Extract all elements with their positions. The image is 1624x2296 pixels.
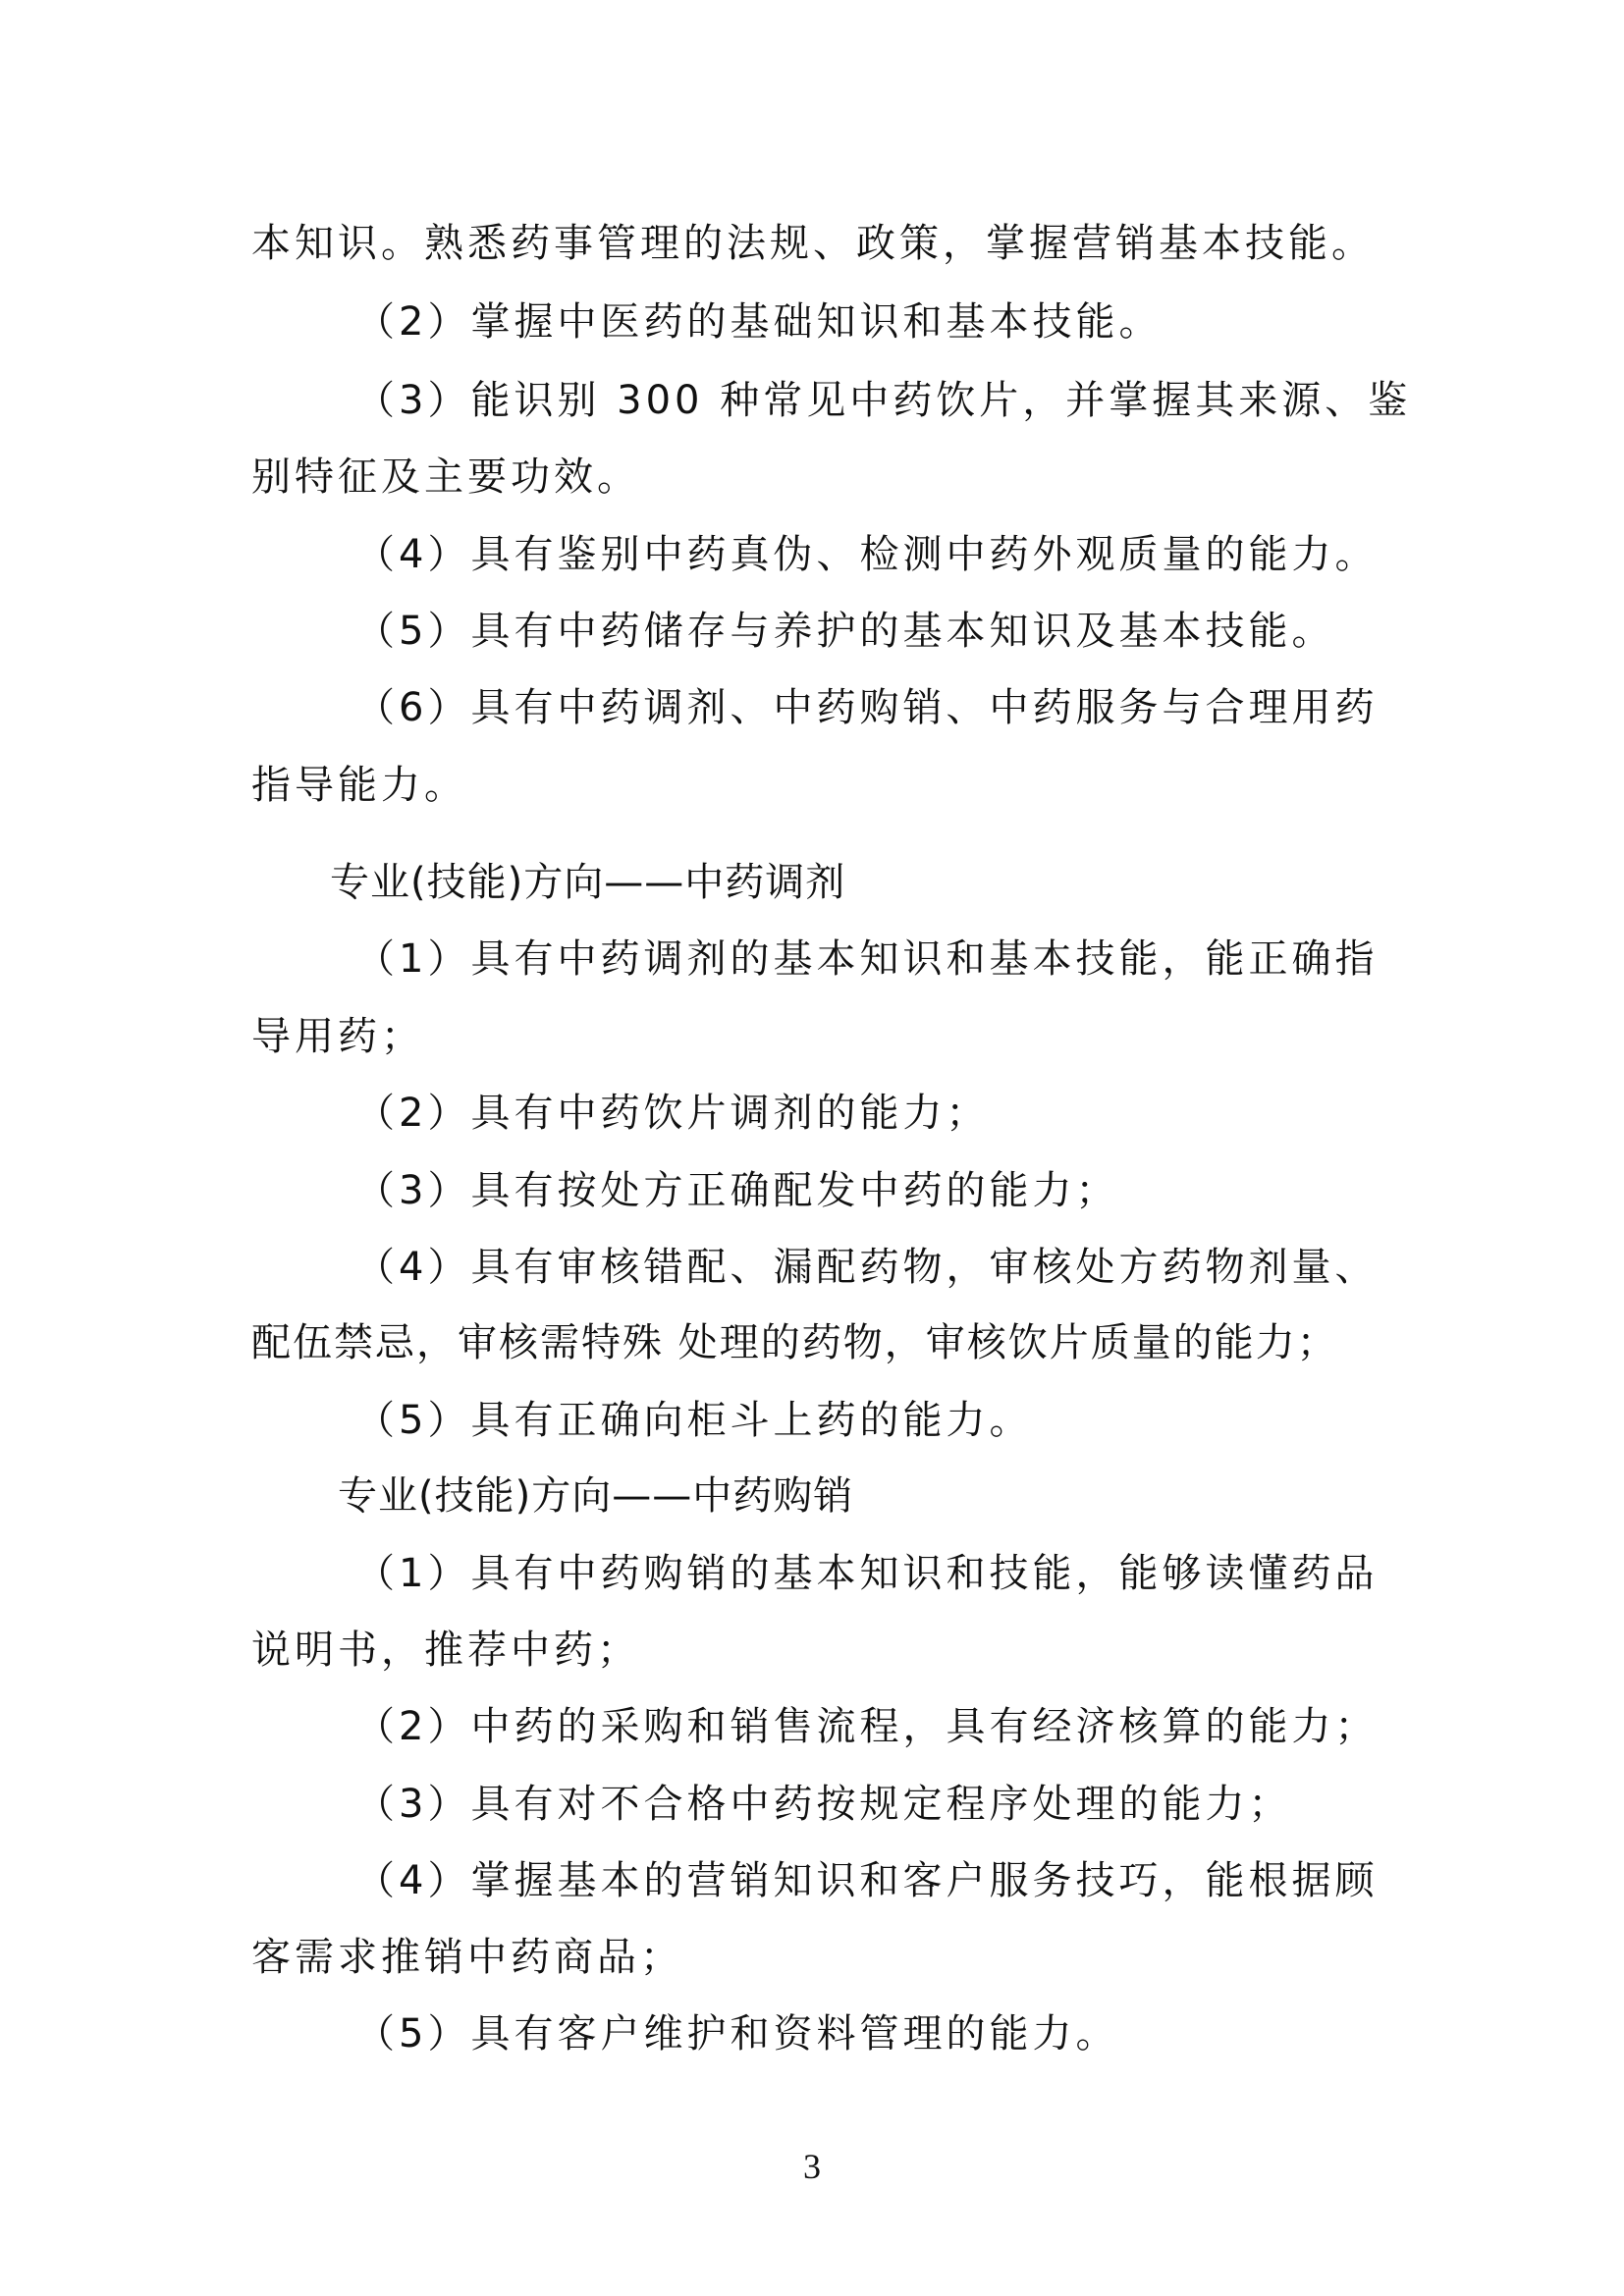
paragraph-line-16: （5）具有正确向柜斗上药的能力。 [355, 1398, 1033, 1443]
paragraph-line-20: （2）中药的采购和销售流程，具有经济核算的能力； [355, 1704, 1379, 1749]
paragraph-line-6: （5）具有中药储存与养护的基本知识及基本技能。 [355, 609, 1335, 654]
paragraph-line-4: 别特征及主要功效。 [251, 454, 640, 500]
section-heading-dispensing: 专业(技能)方向——中药调剂 [330, 860, 846, 905]
paragraph-line-1: 本知识。熟悉药事管理的法规、政策，掌握营销基本技能。 [251, 221, 1375, 266]
paragraph-line-21: （3）具有对不合格中药按规定程序处理的能力； [355, 1782, 1292, 1827]
paragraph-line-14: （4）具有审核错配、漏配药物，审核处方药物剂量、 [355, 1245, 1379, 1290]
section-heading-sales: 专业(技能)方向——中药购销 [338, 1473, 854, 1519]
paragraph-line-11: 导用药； [251, 1014, 424, 1059]
paragraph-line-5: （4）具有鉴别中药真伪、检测中药外观质量的能力。 [355, 532, 1379, 577]
paragraph-line-22: （4）掌握基本的营销知识和客户服务技巧，能根据顾 [355, 1858, 1379, 1903]
page-number: 3 [803, 2147, 821, 2186]
paragraph-line-24: （5）具有客户维护和资料管理的能力。 [355, 2011, 1119, 2056]
paragraph-line-13: （3）具有按处方正确配发中药的能力； [355, 1168, 1119, 1213]
paragraph-line-3: （3）能识别 300 种常见中药饮片，并掌握其来源、鉴 [355, 378, 1412, 423]
paragraph-line-19: 说明书，推荐中药； [251, 1628, 640, 1673]
paragraph-line-18: （1）具有中药购销的基本知识和技能，能够读懂药品 [355, 1551, 1379, 1596]
paragraph-line-2: （2）掌握中医药的基础知识和基本技能。 [355, 299, 1163, 345]
paragraph-line-15: 配伍禁忌，审核需特殊 处理的药物，审核饮片质量的能力； [251, 1320, 1338, 1365]
paragraph-line-7: （6）具有中药调剂、中药购销、中药服务与合理用药 [355, 685, 1379, 730]
paragraph-line-23: 客需求推销中药商品； [251, 1935, 683, 1980]
paragraph-line-12: （2）具有中药饮片调剂的能力； [355, 1091, 990, 1136]
paragraph-line-10: （1）具有中药调剂的基本知识和基本技能，能正确指 [355, 936, 1379, 982]
paragraph-line-8: 指导能力。 [251, 763, 467, 808]
